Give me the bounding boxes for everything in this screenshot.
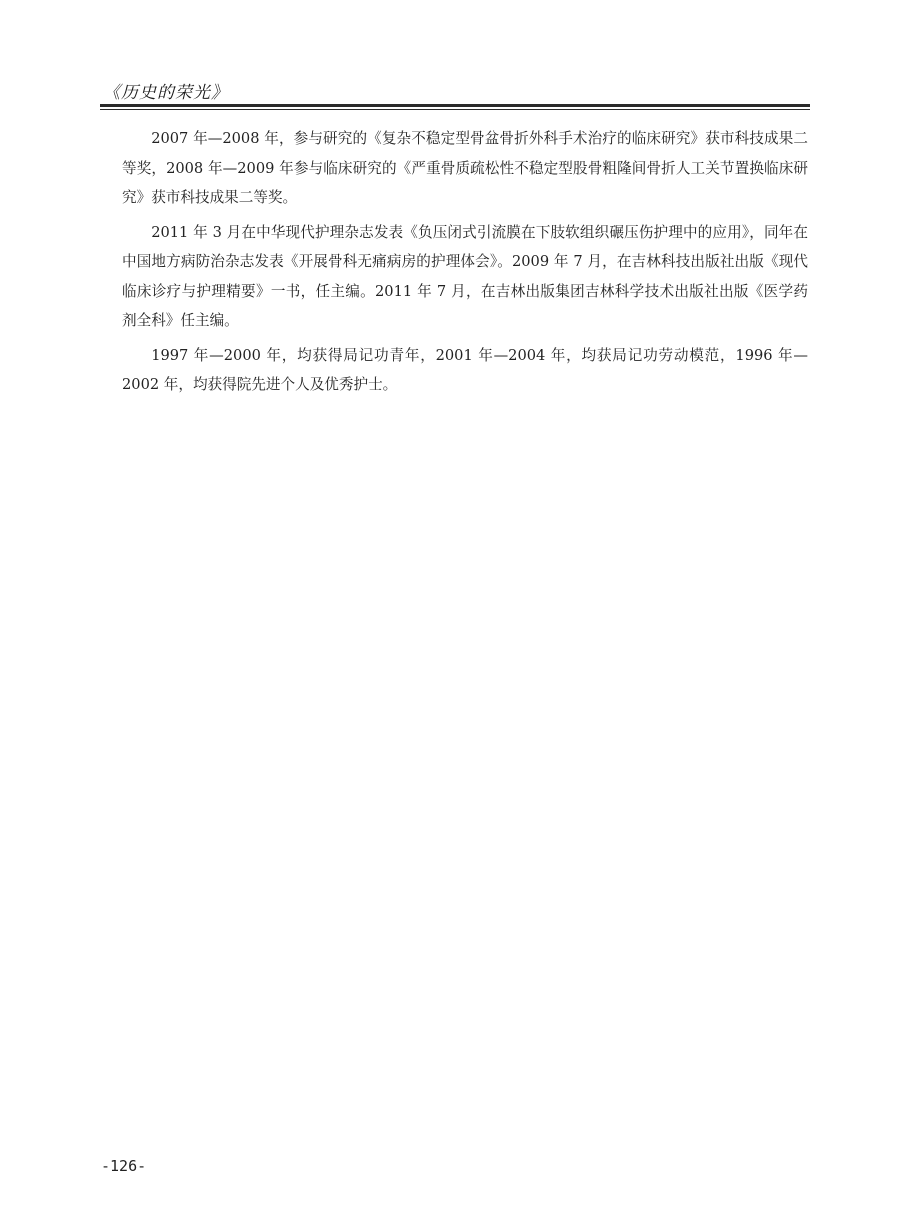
header-rule-thick	[100, 104, 810, 107]
running-header-title: 《历史的荣光》	[103, 83, 229, 103]
paragraph-research-awards: 2007 年—2008 年，参与研究的《复杂不稳定型骨盆骨折外科手术治疗的临床研究》获市科技成果二等奖，2008 年—2009 年参与临床研究的《严重骨质疏松性不稳定型股骨粗隆间骨折人工关节置换临床研究》获市科技成果二等奖。	[122, 130, 808, 206]
paragraph-publications: 2011 年 3 月在中华现代护理杂志发表《负压闭式引流膜在下肢软组织碾压伤护理中的应用》，同年在中国地方病防治杂志发表《开展骨科无痛病房的护理体会》。2009 年 7 月，在吉林科技出版社出版《现代临床诊疗与护理精要》一书，任主编。2011 年 7 月，在吉林出版集团吉林科学技术出版社出版《医学药剂全科》任主编。	[122, 223, 808, 329]
paragraph-honors: 1997 年—2000 年，均获得局记功青年，2001 年—2004 年，均获局记功劳动模范，1996 年—2002 年，均获得院先进个人及优秀护士。	[122, 346, 808, 393]
header-rule-thin	[100, 109, 810, 110]
page-number: -126-	[101, 1157, 147, 1175]
body-text	[122, 124, 808, 405]
